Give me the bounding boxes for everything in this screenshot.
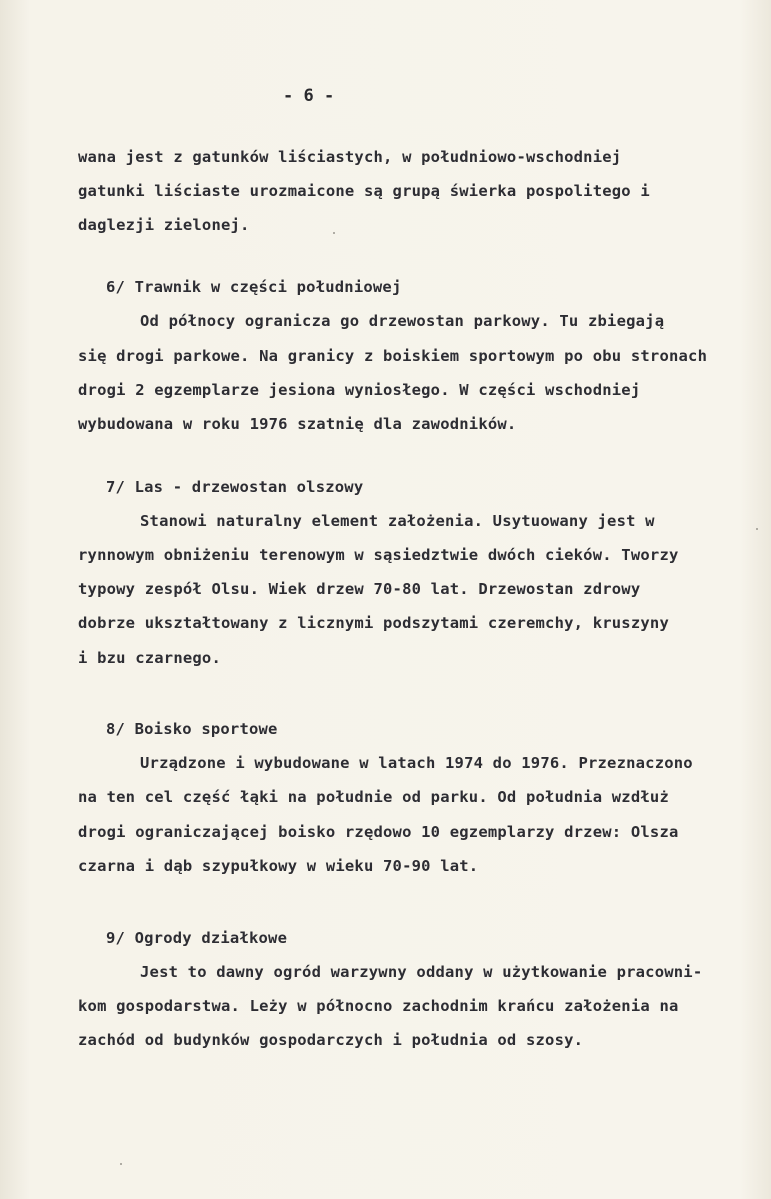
section-6-line-1: Od północy ogranicza go drzewostan parkowy. Tu zbiegają bbox=[140, 312, 665, 330]
section-6-heading: 6/ Trawnik w części południowej bbox=[106, 278, 402, 296]
intro-line-2: gatunki liściaste urozmaicone są grupą świerka pospolitego i bbox=[78, 182, 650, 200]
section-9-line-1: Jest to dawny ogród warzywny oddany w użytkowanie pracowni- bbox=[140, 963, 703, 981]
section-8-line-1: Urządzone i wybudowane w latach 1974 do 1976. Przeznaczono bbox=[140, 754, 693, 772]
section-8-line-2: na ten cel część łąki na południe od parku. Od południa wzdłuż bbox=[78, 788, 669, 806]
section-8-line-4: czarna i dąb szypułkowy w wieku 70-90 lat. bbox=[78, 857, 479, 875]
intro-line-3: daglezji zielonej. bbox=[78, 216, 250, 234]
section-6-line-4: wybudowana w roku 1976 szatnię dla zawodników. bbox=[78, 415, 517, 433]
paper-fleck bbox=[120, 1163, 122, 1165]
paper-fleck bbox=[756, 528, 758, 530]
section-6-line-3: drogi 2 egzemplarze jesiona wyniosłego. W części wschodniej bbox=[78, 381, 641, 399]
section-9-line-2: kom gospodarstwa. Leży w północno zachodnim krańcu założenia na bbox=[78, 997, 679, 1015]
paper-fleck bbox=[333, 232, 335, 234]
section-8-heading: 8/ Boisko sportowe bbox=[106, 720, 278, 738]
section-7-line-4: dobrze ukształtowany z licznymi podszytami czeremchy, kruszyny bbox=[78, 614, 669, 632]
section-7-line-5: i bzu czarnego. bbox=[78, 649, 221, 667]
section-8-line-3: drogi ograniczającej boisko rzędowo 10 egzemplarzy drzew: Olsza bbox=[78, 823, 679, 841]
section-7-heading: 7/ Las - drzewostan olszowy bbox=[106, 478, 364, 496]
section-7-line-1: Stanowi naturalny element założenia. Usytuowany jest w bbox=[140, 512, 655, 530]
section-7-line-2: rynnowym obniżeniu terenowym w sąsiedztwie dwóch cieków. Tworzy bbox=[78, 546, 679, 564]
section-7-line-3: typowy zespół Olsu. Wiek drzew 70-80 lat. Drzewostan zdrowy bbox=[78, 580, 641, 598]
intro-line-1: wana jest z gatunków liściastych, w południowo-wschodniej bbox=[78, 148, 622, 166]
section-9-heading: 9/ Ogrody działkowe bbox=[106, 929, 288, 947]
page-number: - 6 - bbox=[283, 86, 335, 106]
section-9-line-3: zachód od budynków gospodarczych i południa od szosy. bbox=[78, 1031, 584, 1049]
section-6-line-2: się drogi parkowe. Na granicy z boiskiem sportowym po obu stronach bbox=[78, 347, 708, 365]
